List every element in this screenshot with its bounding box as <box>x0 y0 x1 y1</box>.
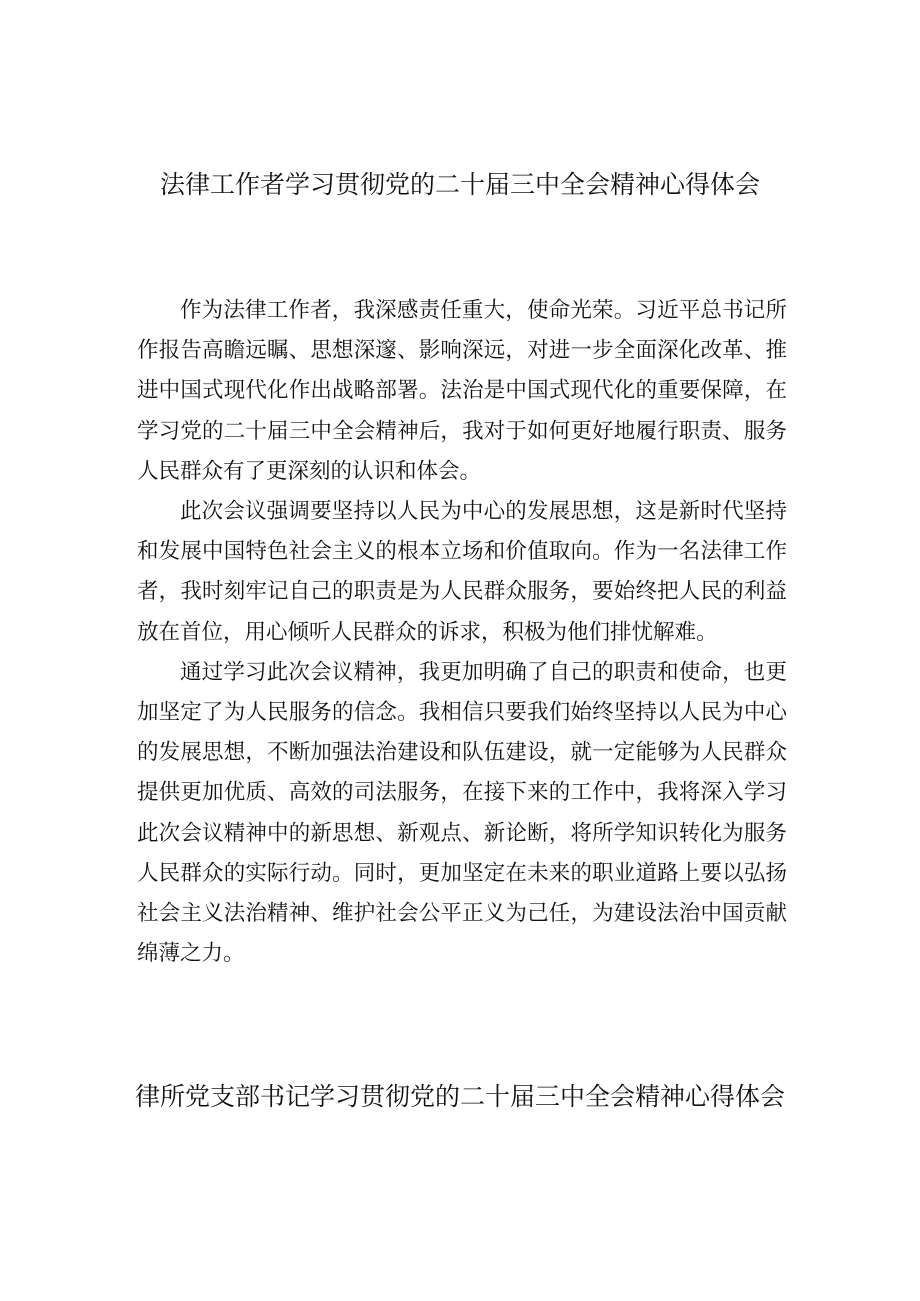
article-title: 法律工作者学习贯彻党的二十届三中全会精神心得体会 <box>159 170 760 199</box>
paragraph-1: 作为法律工作者，我深感责任重大，使命光荣。习近平总书记所作报告高瞻远瞩、思想深邃、影响深远，对进一步全面深化改革、推进中国式现代化作出战略部署。法治是中国式现代化的重要保障，在学习党的二十届三中全会精神后，我对于如何更好地履行职责、服务人民群众有了更深刻的认识和体会。 <box>137 298 787 484</box>
article-body <box>137 291 787 974</box>
paragraph-3: 通过学习此次会议精神，我更加明确了自己的职责和使命，也更加坚定了为人民服务的信念。我相信只要我们始终坚持以人民为中心的发展思想，不断加强法治建设和队伍建设，就一定能够为人民群众提供更加优质、高效的司法服务，在接下来的工作中，我将深入学习此次会议精神中的新思想、新观点、新论断，将所学知识转化为服务人民群众的实际行动。同时，更加坚定在未来的职业道路上要以弘扬社会主义法治精神、维护社会公平正义为己任，为建设法治中国贡献绵薄之力。 <box>137 659 787 967</box>
paragraph-2: 此次会议强调要坚持以人民为中心的发展思想，这是新时代坚持和发展中国特色社会主义的根本立场和价值取向。作为一名法律工作者，我时刻牢记自己的职责是为人民群众服务，要始终把人民的利益放在首位，用心倾听人民群众的诉求，积极为他们排忧解难。 <box>137 499 787 645</box>
next-article-title: 律所党支部书记学习贯彻党的二十届三中全会精神心得体会 <box>134 1082 785 1111</box>
